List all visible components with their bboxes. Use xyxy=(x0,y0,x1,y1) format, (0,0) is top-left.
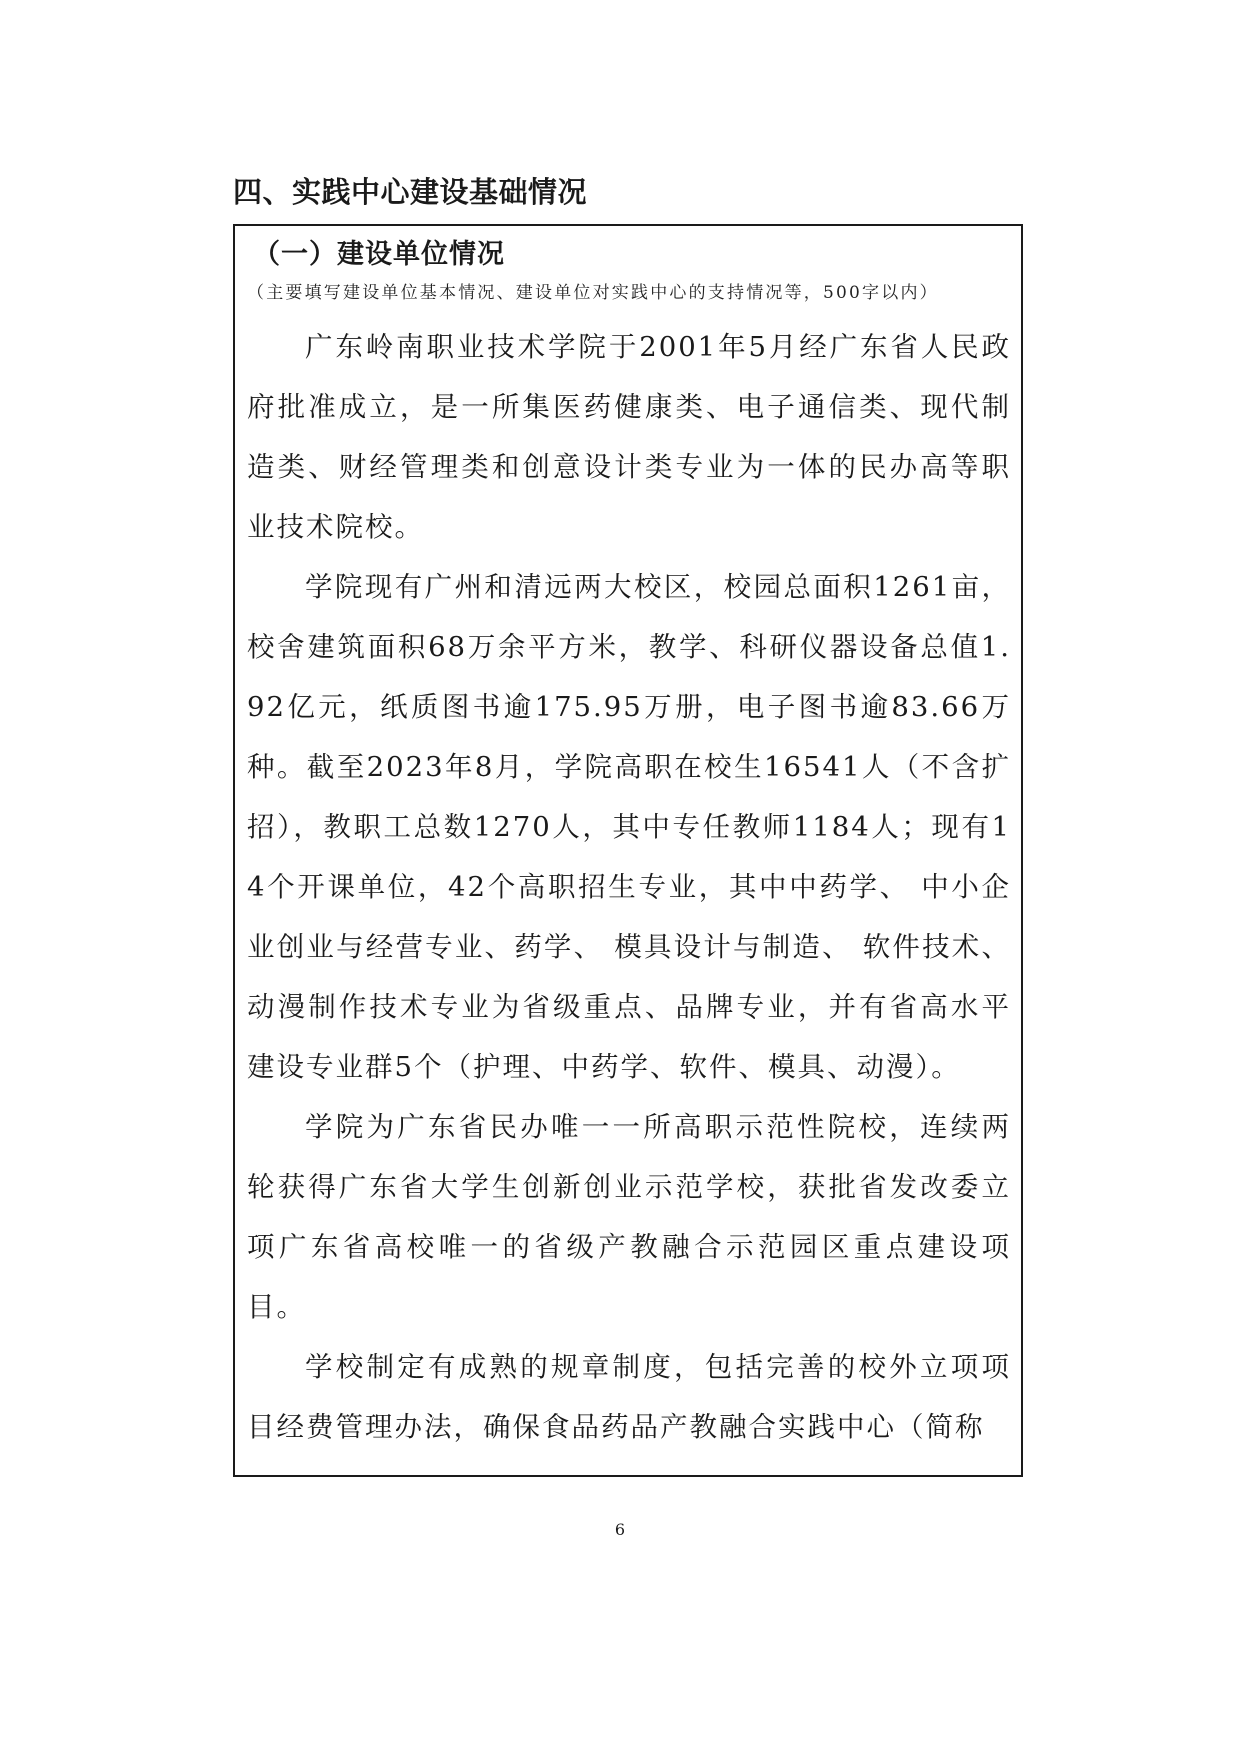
sub-heading: （一）建设单位情况 xyxy=(253,239,505,270)
paragraph-intro: 广东岭南职业技术学院于2001年5月经广东省人民政府批准成立，是一所集医药健康类、电子通信类、现代制造类、财经管理类和创意设计类专业为一体的民办高等职业技术院校。 xyxy=(247,331,1011,543)
content-box xyxy=(233,224,1023,1477)
page-number: 6 xyxy=(614,1520,626,1539)
content-box-inner xyxy=(247,236,1011,1457)
paragraph-regulations: 学校制定有成熟的规章制度，包括完善的校外立项项目经费管理办法，确保食品药品产教融合实践中心（简称 xyxy=(247,1351,1011,1443)
paragraph-honors: 学院为广东省民办唯一一所高职示范性院校，连续两轮获得广东省大学生创新创业示范学校，获批省发改委立项广东省高校唯一的省级产教融合示范园区重点建设项目。 xyxy=(247,1111,1011,1323)
paragraph-campus-stats: 学院现有广州和清远两大校区，校园总面积1261亩，校舍建筑面积68万余平方米，教学、科研仪器设备总值1.92亿元，纸质图书逾175.95万册，电子图书逾83.66万种。截至2023年8月，学院高职在校生16541人（不含扩招），教职工总数1270人，其中专任教师1184人；现有14个开课单位，42个高职招生专业，其中中药学、 中小企业创业与经营专业、药学、 模具设计与制造、 软件技术、 动漫制作技术专业为省级重点、品牌专业，并有省高水平建设专业群5个（护理、中药学、软件、模具、动漫）。 xyxy=(247,571,1011,1083)
section-heading: 四、实践中心建设基础情况 xyxy=(233,175,588,209)
body-text xyxy=(247,317,1011,1457)
instruction-note: （主要填写建设单位基本情况、建设单位对实践中心的支持情况等，500字以内） xyxy=(247,283,939,303)
